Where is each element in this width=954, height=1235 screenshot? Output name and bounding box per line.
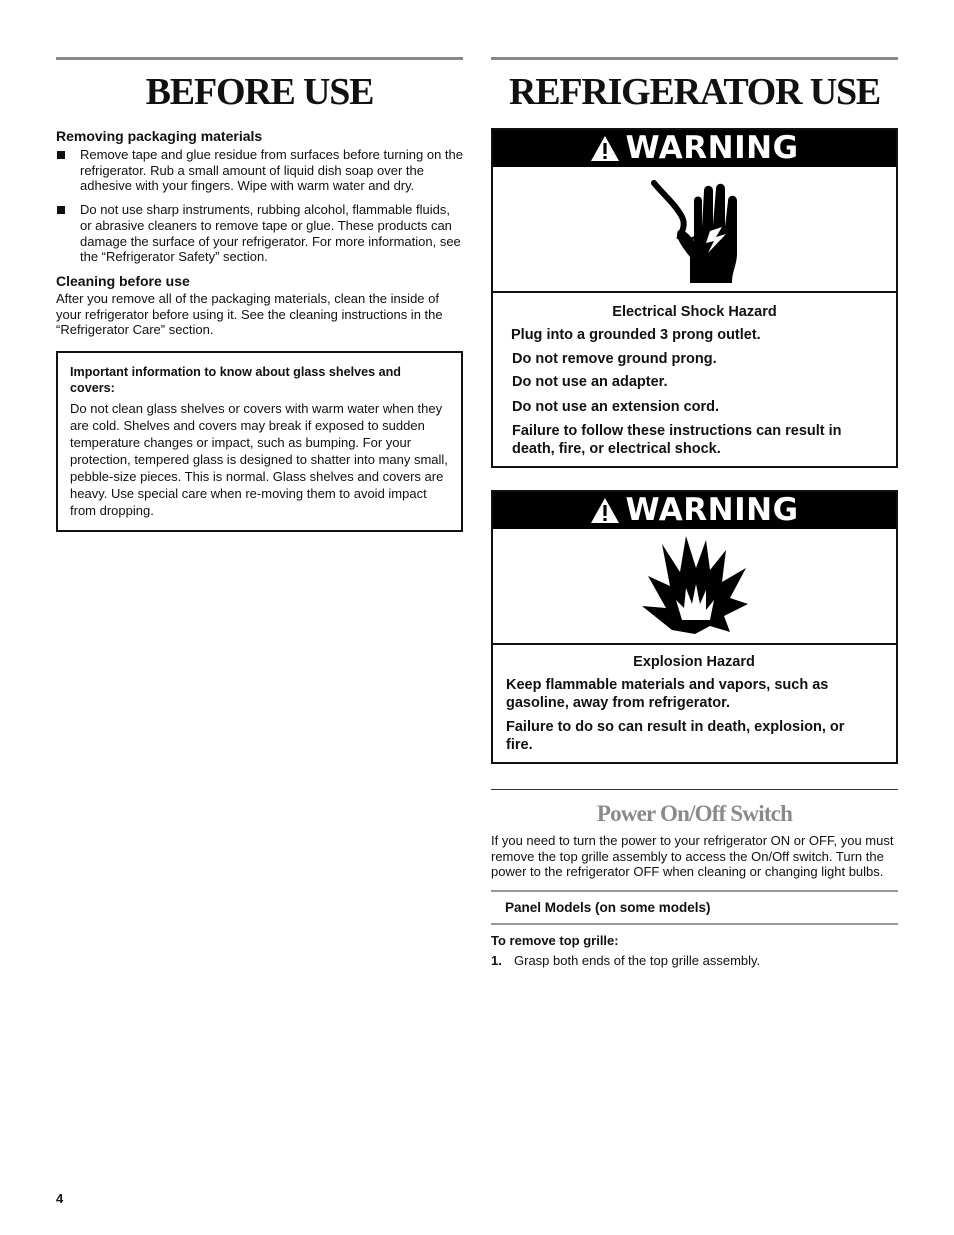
- refrigerator-use-column: [491, 57, 898, 969]
- refrigerator-use-title: REFRIGERATOR USE: [508, 71, 881, 113]
- warning-label: WARNING: [625, 130, 799, 166]
- cleaning-before-use-text: After you remove all of the packaging materials, clean the inside of your refrigerator before using it. See the cleaning instructions in the “Refrigerator Care” section.: [56, 290, 443, 338]
- power-section-rule: [491, 789, 898, 790]
- electrical-shock-text: [493, 293, 896, 466]
- bullet-square-icon: [57, 206, 65, 214]
- step-text: Grasp both ends of the top grille assembly.: [514, 953, 761, 969]
- page-number: 4: [56, 1191, 64, 1206]
- electric-shock-hand-icon: [493, 167, 896, 293]
- explosion-warning-box: [491, 490, 898, 764]
- bullet-square-icon: [57, 151, 65, 159]
- electrical-shock-hazard-title: Electrical Shock Hazard: [612, 304, 777, 320]
- warning-line: Do not use an extension cord.: [512, 399, 720, 415]
- warning-line: Plug into a grounded 3 prong outlet.: [511, 327, 761, 343]
- warning-line: Failure to do so can result in death, explosion, or fire.: [506, 719, 845, 753]
- before-use-title: BEFORE USE: [145, 71, 374, 113]
- warning-banner: [493, 130, 896, 167]
- explosion-text: [493, 645, 896, 762]
- warning-line: Do not use an adapter.: [512, 374, 668, 390]
- warning-triangle-icon: [590, 497, 620, 524]
- warning-label: WARNING: [625, 492, 799, 528]
- list-item: Do not use sharp instruments, rubbing alcohol, flammable fluids, or abrasive cleaners to remove tape or glue. These products can damage the surface of your refrigerator. For more information, see the “Refrigerator Safety” section.: [56, 202, 463, 265]
- list-item: Remove tape and glue residue from surfaces before turning on the refrigerator. Rub a small amount of liquid dish soap over the adhesive with your fingers. Wipe with warm water and dry.: [56, 147, 463, 194]
- panel-models-label: Panel Models (on some models): [505, 900, 711, 916]
- remove-top-grille-heading: To remove top grille:: [491, 933, 619, 949]
- glass-note-text: Do not clean glass shelves or covers with warm water when they are cold. Shelves and covers may break if exposed to sudden temperature changes or impact, such as bumping. For your protection, tempered glass is designed to shatter into many small, pebble-size pieces. This is normal. Glass shelves and covers are heavy. Use special care when re-moving them to avoid impact from dropping.: [70, 401, 448, 519]
- warning-line: Do not remove ground prong.: [512, 351, 717, 367]
- explosion-hazard-title: Explosion Hazard: [633, 654, 755, 670]
- panel-models-bar: [491, 890, 898, 925]
- cleaning-before-use-heading: Cleaning before use: [56, 272, 190, 289]
- left-top-rule: [56, 57, 463, 60]
- electrical-shock-warning-box: [491, 128, 898, 468]
- removing-packaging-list: [56, 147, 463, 265]
- glass-note-title: Important information to know about glass shelves and covers:: [70, 365, 401, 396]
- warning-line: Failure to follow these instructions can result in death, fire, or electrical shock.: [512, 423, 842, 457]
- glass-shelves-note-box: [56, 351, 463, 532]
- warning-triangle-icon: [590, 135, 620, 162]
- warning-line: Keep flammable materials and vapors, such as gasoline, away from refrigerator.: [506, 677, 829, 711]
- explosion-icon: [493, 529, 896, 645]
- step-number: 1.: [491, 953, 502, 969]
- right-top-rule: [491, 57, 898, 60]
- before-use-column: [56, 57, 463, 532]
- power-switch-text: If you need to turn the power to your refrigerator ON or OFF, you must remove the top grille assembly to access the On/Off switch. Turn the power to the refrigerator OFF when cleaning or changing light bulbs.: [491, 833, 894, 880]
- warning-banner: [493, 492, 896, 529]
- power-switch-heading: Power On/Off Switch: [596, 801, 793, 826]
- removing-packaging-heading: Removing packaging materials: [56, 128, 263, 144]
- step-item: [491, 953, 898, 969]
